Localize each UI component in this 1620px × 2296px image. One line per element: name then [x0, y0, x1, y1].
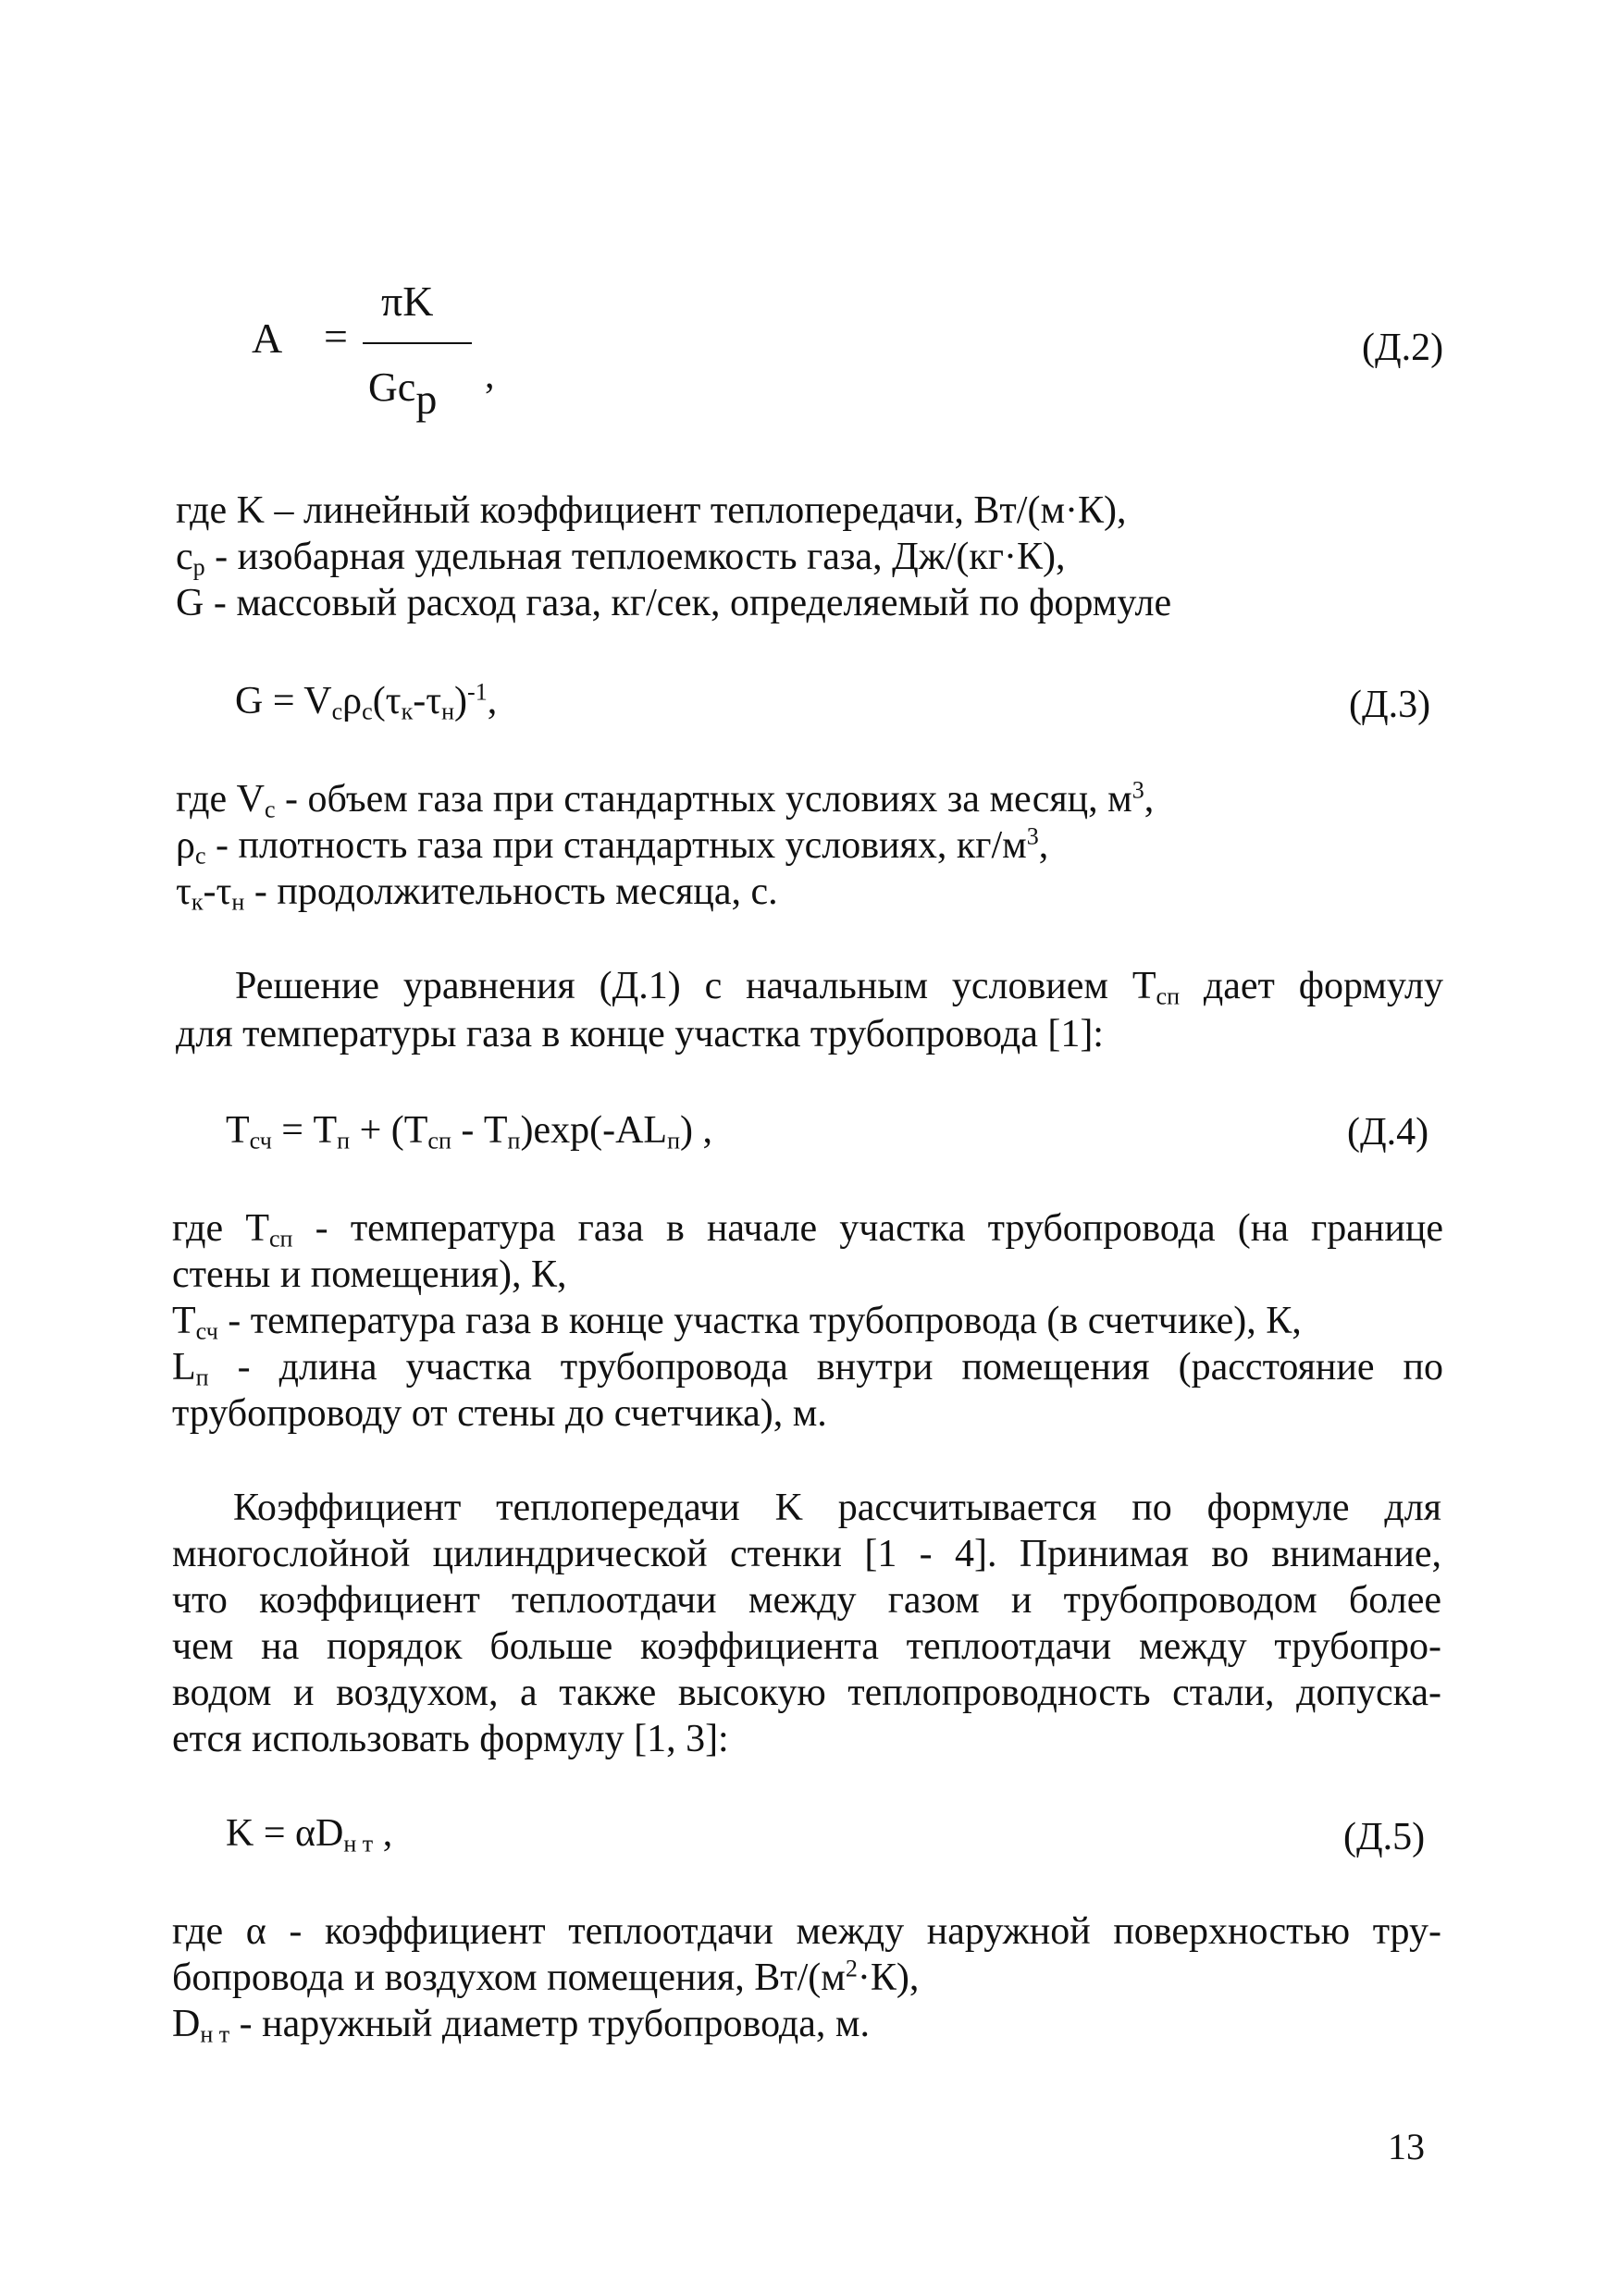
paragraph-line: чем на порядок больше коэффициента теплоотдачи между трубопро-	[172, 1625, 1441, 1668]
definition-line: $c_p$ - изобарная удельная теплоемкость газа, Дж/(кг·К),	[176, 536, 1066, 581]
formula-d5: $K = \alpha D_{н т}$ ,	[226, 1812, 393, 1858]
equation-number-d4: (Д.4)	[1347, 1111, 1429, 1154]
formula-d2-equals: =	[324, 313, 348, 360]
definition-line: где α - коэффициент теплоотдачи между наружной поверхностью тру-	[172, 1910, 1441, 1953]
formula-d4: $T_{сч} = T_п + (T_{сп} - T_п)\exp(-AL_п)$ ,	[226, 1109, 713, 1154]
fraction-bar	[363, 342, 472, 344]
definition-line: $\tau_к-\tau_н$ - продолжительность месяца, с.	[176, 870, 778, 916]
paragraph-line: многослойной цилиндрической стенки [1 - 4]. Принимая во внимание,	[172, 1533, 1441, 1575]
paragraph-line: ется использовать формулу [1, 3]:	[172, 1718, 729, 1760]
definition-line: бопровода и воздухом помещения, $Вт/(м^2\cdot К)$,	[172, 1955, 920, 1999]
paragraph-line: что коэффициент теплоотдачи между газом и трубопроводом более	[172, 1579, 1441, 1622]
formula-d2-denominator: Gcp	[368, 364, 438, 423]
paragraph-line: Решение уравнения (Д.1) с начальным условием $T_{сп}$ дает формулу	[235, 965, 1443, 1010]
definition-line: стены и помещения), К,	[172, 1253, 567, 1296]
definition-line: G - массовый расход газа, кг/сек, определяемый по формуле	[176, 582, 1172, 624]
formula-d3: $G = V_c\rho_c(\tau_к-\tau_н)^{-1}$,	[235, 678, 498, 725]
definition-line: где $V_c$ - объем газа при стандартных условиях за месяц, $м^3$,	[176, 776, 1155, 823]
definition-line: трубопроводу от стены до счетчика), м.	[172, 1392, 827, 1435]
definition-line: $D_{н т}$ - наружный диаметр трубопровода, м.	[172, 2003, 870, 2048]
paragraph-line: водом и воздухом, а также высокую теплопроводность стали, допуска-	[172, 1672, 1441, 1714]
paragraph-line: для температуры газа в конце участка трубопровода [1]:	[176, 1013, 1104, 1055]
definition-line: где K – линейный коэффициент теплопередачи, Вт/(м·К),	[176, 489, 1127, 532]
formula-d2-comma: ,	[485, 354, 495, 397]
equation-number-d2: (Д.2)	[1362, 327, 1444, 369]
page-number: 13	[1388, 2126, 1425, 2167]
equation-number-d3: (Д.3)	[1349, 684, 1431, 726]
equation-number-d5: (Д.5)	[1343, 1816, 1426, 1858]
definition-line: где $T_{сп}$ - температура газа в начале участка трубопровода (на границе	[172, 1207, 1443, 1253]
definition-line: $\rho_c$ - плотность газа при стандартных условиях, $кг/м^3$,	[176, 822, 1049, 870]
definition-line: $L_п$ - длина участка трубопровода внутри помещения (расстояние по	[172, 1346, 1443, 1391]
formula-d2-lhs: A	[252, 315, 283, 362]
paragraph-line: Коэффициент теплопередачи K рассчитывается по формуле для	[233, 1487, 1441, 1529]
definition-line: $T_{сч}$ - температура газа в конце участка трубопровода (в счетчике), К,	[172, 1300, 1302, 1345]
formula-d2-numerator: πK	[381, 278, 434, 325]
